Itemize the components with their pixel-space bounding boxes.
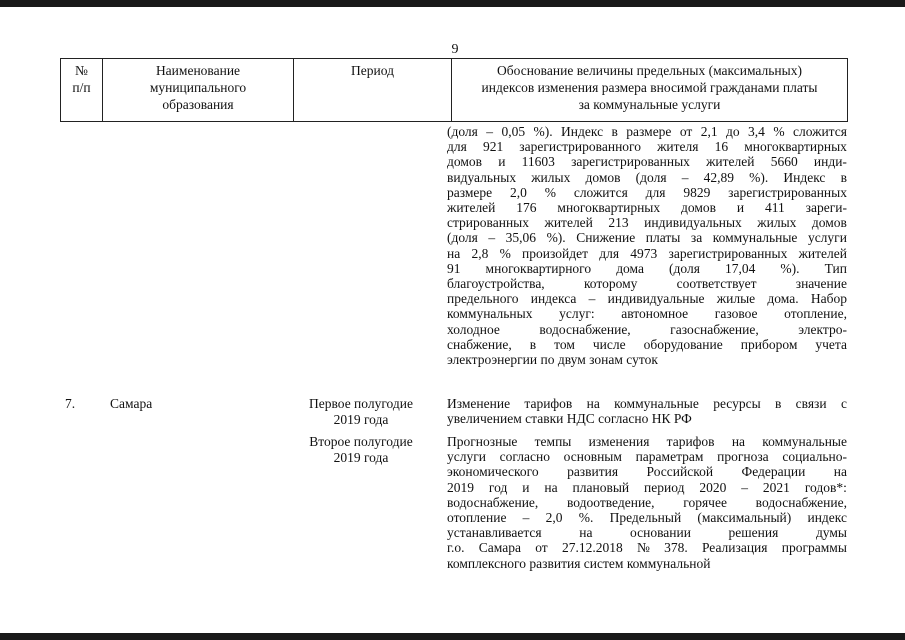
text-line: на 2,8 % произойдет для 4973 зарегистрированных жителей [447, 245, 847, 261]
page-number: 9 [451, 42, 459, 57]
text-line: г.о. Самара от 27.12.2018 № 378. Реализация программы [447, 540, 847, 556]
period-second-half [300, 434, 422, 466]
text-line: видуальных жилых домов (доля – 42,89 %). Индекс в [447, 169, 847, 185]
text-line: экономического развития Российской Федерации на [447, 464, 847, 480]
period-line: Второе полугодие [309, 434, 413, 449]
text-line: отопление – 2,0 %. Предельный (максимальный) индекс [447, 510, 847, 526]
period-first-half [300, 396, 422, 428]
header-municipality-column [103, 59, 294, 121]
header-basis-column [452, 59, 847, 121]
table-header [60, 58, 848, 122]
text-line: Прогнозные темпы изменения тарифов на коммунальные [447, 434, 847, 449]
header-municipality-line: муниципального [149, 80, 247, 95]
basis-text-second-half [447, 434, 847, 571]
text-line: стрированных жителей 213 индивидуальных жилых домов [447, 215, 847, 231]
text-line: электроэнергии по двум зонам суток [447, 352, 658, 368]
header-number-column [61, 59, 103, 121]
text-line: домов и 11603 зарегистрированных жителей 5660 инди- [447, 154, 847, 170]
period-line: Первое полугодие [309, 396, 413, 411]
text-line: предельного индекса – индивидуальные жилые дома. Набор [447, 291, 847, 307]
text-line: Изменение тарифов на коммунальные ресурсы в связи с [447, 396, 847, 411]
scan-top-border [0, 0, 905, 7]
text-line: 2019 год и на плановый период 2020 – 2021 годов*: [447, 479, 847, 495]
basis-text-first-half [447, 396, 847, 426]
period-line: 2019 года [333, 412, 389, 427]
text-line: жителей 176 многоквартирных домов и 411 зареги- [447, 200, 847, 216]
text-line: благоустройства, которому соответствует значение [447, 276, 847, 292]
text-line: водоснабжение, водоотведение, горячее водоснабжение, [447, 494, 847, 510]
text-line: снабжение, в том числе оборудование прибором учета [447, 336, 847, 352]
header-period-line: Период [351, 63, 394, 78]
row-number: 7. [65, 396, 76, 411]
text-line: комплексного развития систем коммунальной [447, 555, 711, 571]
text-line: коммунальных услуг: автономное газовое отопление, [447, 306, 847, 322]
header-number-line: п/п [72, 80, 91, 95]
text-line: 91 многоквартирного дома (доля 17,04 %). Тип [447, 260, 847, 276]
period-line: 2019 года [333, 450, 389, 465]
text-line: услуги согласно основным параметрам прогноза социально- [447, 449, 847, 465]
text-line: (доля – 0,05 %). Индекс в размере от 2,1 до 3,4 % сложится [447, 124, 847, 139]
text-line: увеличением ставки НДС согласно НК РФ [447, 411, 692, 427]
header-basis-line: Обоснование величины предельных (максимальных) [497, 63, 802, 78]
text-line: устанавливается на основании решения думы [447, 525, 847, 541]
text-line: для 921 зарегистрированного жителя 16 многоквартирных [447, 139, 847, 155]
text-line: (доля – 35,06 %). Снижение платы за коммунальные услуги [447, 230, 847, 246]
municipality-name: Самара [110, 396, 153, 411]
scan-bottom-border [0, 633, 905, 640]
header-number-line: № [75, 63, 88, 78]
header-municipality-line: образования [162, 97, 234, 112]
text-line: размере 2,0 % сложится для 9829 зарегистрированных [447, 184, 847, 200]
header-basis-line: индексов изменения размера вносимой гражданами платы [481, 80, 818, 95]
header-period-column [294, 59, 452, 121]
header-basis-line: за коммунальные услуги [578, 97, 721, 112]
text-line: холодное водоснабжение, газоснабжение, электро- [447, 321, 847, 337]
continuation-text [447, 124, 847, 367]
header-municipality-line: Наименование [155, 63, 241, 78]
